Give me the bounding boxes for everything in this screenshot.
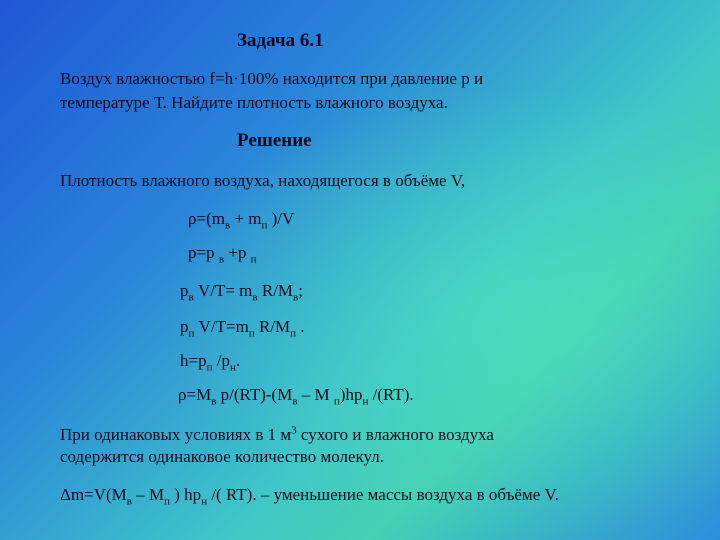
formula-pressure-sum: p=p $_в$ +p $_п$ <box>188 243 257 266</box>
formula-density: $\rho=(m_в + m_п$ )/V <box>188 209 295 232</box>
conclusion-line-2: содержится одинаковое количество молекул. <box>60 447 385 466</box>
formula-dry-air-state: $p_в$ $V/T= m_в$ $R/M_в$; <box>180 281 303 304</box>
formula-humidity: $h=p_п$ $/p_н$. <box>180 351 241 374</box>
problem-line-1: Воздух влажностью f=h·100% находится при давление р и <box>60 69 484 88</box>
solution-heading: Решение <box>237 130 312 151</box>
formula-result-density: $\rho=M_в$ $p/(RT)-(M_в$ – M $_п)hp_н$ /(RT). <box>178 385 414 408</box>
problem-line-2: температуре Т. Найдите плотность влажного воздуха. <box>60 93 448 112</box>
final-mass-decrease: $\Delta m=V(M_в - M_п$ ) $hp_н$ /( RT). – уменьшение массы воздуха в объёме V. <box>60 485 559 508</box>
formula-vapor-state: $p_п$ $V/T=m_п$ $R/M_п$ . <box>180 317 305 340</box>
conclusion-line-1: При одинаковых условиях в 1 $м^3$ сухого и влажного воздуха <box>60 424 494 444</box>
slide-title: Задача 6.1 <box>237 30 324 51</box>
intro-text: Плотность влажного воздуха, находящегося в объёме V, <box>60 171 466 190</box>
